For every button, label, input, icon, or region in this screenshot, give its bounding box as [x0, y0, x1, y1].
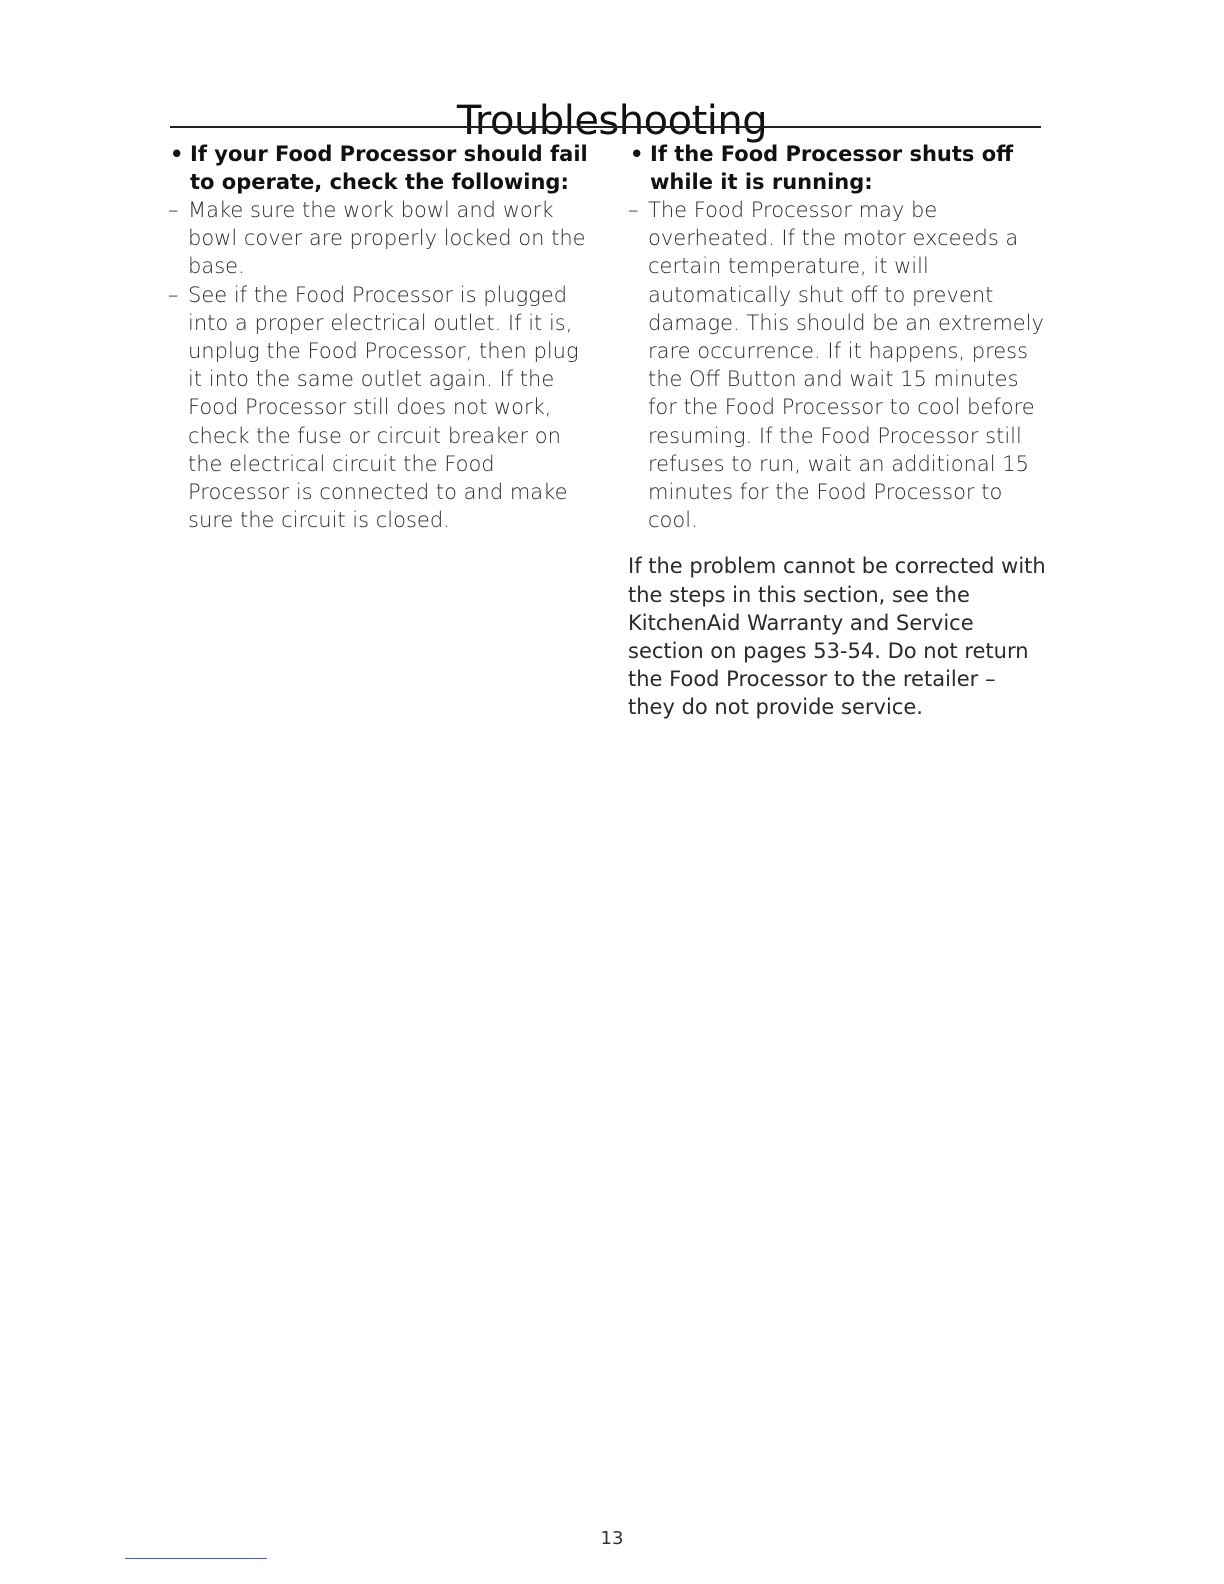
section-heading-text: If your Food Processor should fail to operate, check the following: — [190, 142, 588, 194]
list-item — [628, 196, 1048, 534]
list-item — [168, 281, 598, 535]
section-heading-fail-to-operate — [168, 140, 598, 196]
list-item-text: Make sure the work bowl and work bowl cover are properly locked on the base. — [188, 198, 586, 279]
dash-marker: – — [168, 282, 179, 307]
dash-marker: – — [168, 198, 179, 222]
bullet-icon: • — [630, 142, 644, 166]
left-column — [168, 140, 598, 534]
right-column — [628, 140, 1048, 722]
list-item — [168, 196, 598, 281]
page-number: 13 — [600, 1528, 624, 1549]
section-heading-text: If the Food Processor shuts off while it is running: — [650, 142, 1014, 194]
section-heading-shuts-off — [628, 140, 1048, 196]
bullet-icon: • — [170, 142, 184, 166]
footer-divider — [125, 1558, 267, 1559]
title-divider — [170, 126, 1041, 128]
closing-paragraph: If the problem cannot be corrected with the steps in this section, see the KitchenAid Warranty and Service section on pages 53-54. Do not return the Food Processor to the retailer – they do not provide service. — [628, 554, 1046, 720]
dash-marker: – — [628, 198, 639, 222]
page-title: Troubleshooting — [456, 97, 768, 144]
list-item-text: See if the Food Processor is plugged into a proper electrical outlet. If it is, unplug the Food Processor, then plug it into the same outlet again. If the Food Processor still does not work, check the fuse or circuit breaker on the electrical circuit the Food Processor is connected to and make sure the circuit is closed. — [188, 282, 579, 533]
list-item-text: The Food Processor may be overheated. If the motor exceeds a certain temperature, it will automatically shut off to prevent damage. This should be an extremely rare occurrence. If it happens, press the Off Button and wait 15 minutes for the Food Processor to cool before resuming. If the Food Processor still refuses to run, wait an additional 15 minutes for the Food Processor to cool. — [648, 198, 1044, 533]
